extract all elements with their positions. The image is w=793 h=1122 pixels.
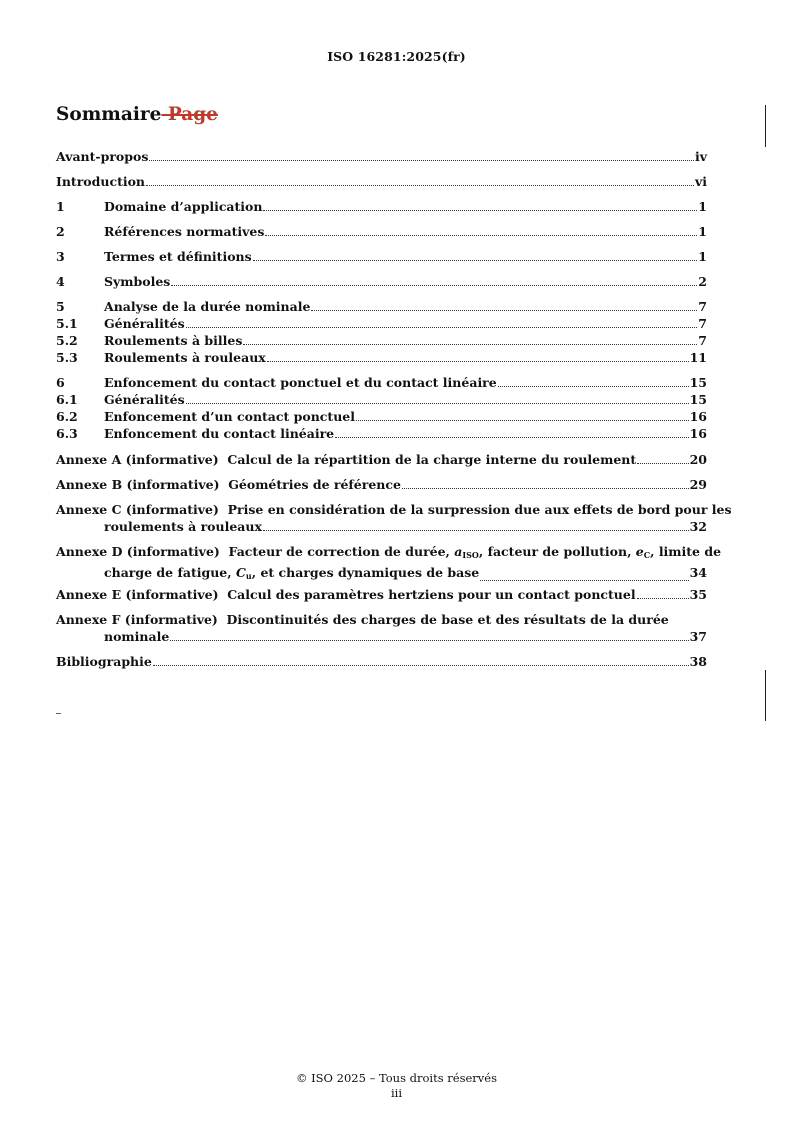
toc-number: 6.2	[56, 409, 78, 424]
copyright-notice: © ISO 2025 – Tous droits réservés	[295, 1071, 497, 1085]
toc-page: 1	[698, 224, 707, 239]
toc-page: 35	[689, 587, 707, 602]
toc-page: 11	[689, 350, 707, 365]
toc-entry-avant-propos[interactable]	[56, 148, 707, 165]
toc-label: Roulements à rouleaux	[104, 350, 266, 365]
toc-entry-5[interactable]	[56, 298, 707, 315]
dot-leader	[311, 309, 697, 311]
toc-entry-6-3[interactable]	[56, 425, 707, 442]
toc-entry-introduction[interactable]	[56, 173, 707, 190]
dot-leader	[243, 343, 697, 345]
toc-entry-annex-b[interactable]	[56, 476, 707, 493]
toc-page: 16	[689, 426, 707, 441]
change-bar-top	[765, 105, 766, 147]
toc-entry-annex-a[interactable]	[56, 451, 707, 468]
toc-label-line-2: charge de fatigue, $C_u$, et charges dynamiques de base	[104, 565, 480, 581]
dot-leader	[170, 639, 688, 641]
dot-leader	[356, 419, 689, 421]
dot-leader	[637, 462, 688, 464]
toc-page: 7	[698, 316, 707, 331]
toc-page: 38	[689, 654, 707, 669]
dot-leader	[146, 184, 694, 186]
toc-entry-5-3[interactable]	[56, 349, 707, 366]
toc-label: Généralités	[104, 392, 185, 407]
toc-label-line-1: Annexe D (informative) Facteur de correction de durée, $a_{ISO}$, facteur de pollution, $e_C$, limite de	[56, 544, 722, 560]
page-footer	[0, 1071, 793, 1101]
change-bar-bottom	[765, 670, 766, 721]
dot-leader	[267, 360, 689, 362]
toc-number: 2	[56, 224, 65, 239]
toc-page: 7	[698, 299, 707, 314]
dot-leader	[186, 326, 698, 328]
toc-label: Avant-propos	[56, 149, 149, 164]
toc-entry-annex-d[interactable]	[56, 543, 722, 585]
toc-label: Introduction	[56, 174, 146, 189]
toc-title-text: Sommaire	[56, 104, 162, 125]
toc-label-line-1: Annexe F (informative) Discontinuités des charges de base et des résultats de la durée	[56, 612, 669, 627]
dot-leader	[153, 664, 689, 666]
toc-page: iv	[694, 149, 707, 164]
toc-entry-annex-f[interactable]	[56, 611, 707, 645]
toc-entry-5-1[interactable]	[56, 315, 707, 332]
toc-label-line-2: nominale	[104, 629, 170, 644]
toc-title	[56, 104, 218, 125]
toc-number: 5.3	[56, 350, 78, 365]
toc-label: Roulements à billes	[104, 333, 243, 348]
symbol-a-iso: a	[454, 544, 463, 559]
toc-number: 1	[56, 199, 65, 214]
toc-label: Enfoncement du contact ponctuel et du contact linéaire	[104, 375, 497, 390]
toc-page: vi	[694, 174, 707, 189]
dot-leader	[637, 597, 689, 599]
dot-leader	[498, 385, 689, 387]
dot-leader	[480, 579, 688, 581]
toc-entry-4[interactable]	[56, 273, 707, 290]
toc-page: 29	[689, 477, 707, 492]
dot-leader	[149, 159, 694, 161]
dot-leader	[171, 284, 697, 286]
toc-page: 37	[689, 629, 707, 644]
toc-entry-6-1[interactable]	[56, 391, 707, 408]
toc-number: 6.1	[56, 392, 78, 407]
toc-label: Bibliographie	[56, 654, 152, 669]
toc-label-line-2: roulements à rouleaux	[104, 519, 262, 534]
toc-entry-bibliographie[interactable]	[56, 653, 707, 670]
symbol-e-c: e	[635, 544, 644, 559]
toc-page: 20	[689, 452, 707, 467]
toc-page: 15	[689, 375, 707, 390]
toc-page: 7	[698, 333, 707, 348]
toc-label: Termes et définitions	[104, 249, 252, 264]
toc-number: 4	[56, 274, 65, 289]
toc-entry-5-2[interactable]	[56, 332, 707, 349]
dot-leader	[253, 259, 698, 261]
toc-label: Annexe A (informative) Calcul de la répartition de la charge interne du roulement	[56, 452, 637, 467]
toc-page: 1	[698, 249, 707, 264]
toc-entry-annex-e[interactable]	[56, 586, 707, 603]
toc-label: Annexe B (informative) Géométries de référence	[56, 477, 401, 492]
dot-leader	[402, 487, 689, 489]
toc-label: Enfoncement d’un contact ponctuel	[104, 409, 355, 424]
toc-label: Analyse de la durée nominale	[104, 299, 311, 314]
toc-page: 1	[698, 199, 707, 214]
toc-entry-6-2[interactable]	[56, 408, 707, 425]
toc-label: Généralités	[104, 316, 185, 331]
toc-page: 2	[698, 274, 707, 289]
toc-number: 5.1	[56, 316, 78, 331]
dot-leader	[186, 402, 689, 404]
toc-label: Annexe E (informative) Calcul des paramètres hertziens pour un contact ponctuel	[56, 587, 636, 602]
dot-leader	[263, 209, 697, 211]
dot-leader	[335, 436, 688, 438]
toc-number: 3	[56, 249, 65, 264]
toc-entry-6[interactable]	[56, 374, 707, 391]
document-header: ISO 16281:2025(fr)	[327, 49, 466, 64]
deleted-page-label: Page	[161, 104, 218, 125]
toc-number: 6.3	[56, 426, 78, 441]
dot-leader	[263, 529, 689, 531]
toc-number: 5.2	[56, 333, 78, 348]
page-number: iii	[390, 1086, 403, 1100]
toc-entry-annex-c[interactable]	[56, 501, 732, 535]
toc-label: Domaine d’application	[104, 199, 263, 214]
toc-page: 16	[689, 409, 707, 424]
dot-leader	[265, 234, 697, 236]
toc-label-line-1: Annexe C (informative) Prise en considération de la surpression due aux effets de bord pour les	[56, 502, 732, 517]
toc-page: 32	[689, 519, 707, 534]
toc-number: 5	[56, 299, 65, 314]
symbol-c-u: C	[235, 565, 246, 580]
toc-entry-1[interactable]	[56, 198, 707, 215]
toc-entry-2[interactable]	[56, 223, 707, 240]
toc-page: 15	[689, 392, 707, 407]
toc-label: Références normatives	[104, 224, 265, 239]
toc-label: Symboles	[104, 274, 171, 289]
toc-entry-3[interactable]	[56, 248, 707, 265]
toc-page: 34	[689, 565, 707, 580]
toc-label: Enfoncement du contact linéaire	[104, 426, 335, 441]
revision-mark	[56, 713, 61, 714]
toc-number: 6	[56, 375, 65, 390]
